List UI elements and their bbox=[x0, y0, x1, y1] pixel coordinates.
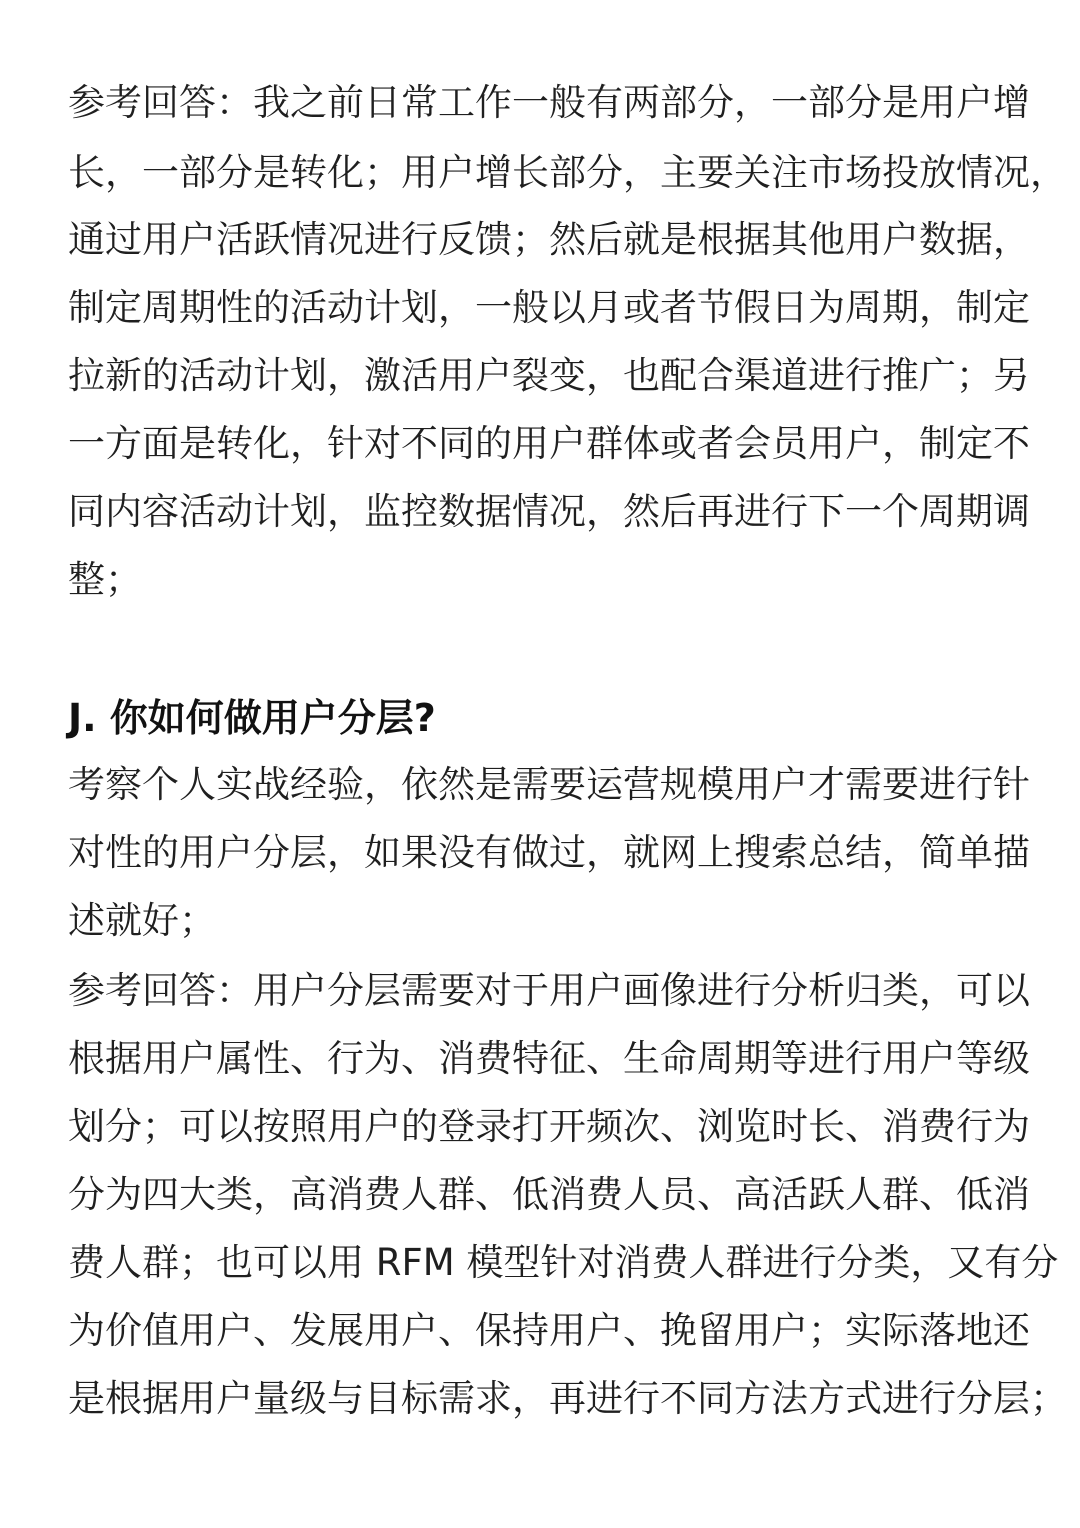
answer-line: 划分；可以按照用户的登录打开频次、浏览时长、消费行为 bbox=[68, 1105, 1030, 1148]
answer-line: 费人群；也可以用 RFM 模型针对消费人群进行分类，又有分 bbox=[68, 1241, 1059, 1284]
answer-line: 根据用户属性、行为、消费特征、生命周期等进行用户等级 bbox=[68, 1037, 1030, 1080]
intro-line: 对性的用户分层，如果没有做过，就网上搜索总结，简单描 bbox=[68, 831, 1030, 874]
answer-line: 为价值用户、发展用户、保持用户、挽留用户；实际落地还 bbox=[68, 1309, 1030, 1352]
section-heading: J. 你如何做用户分层? bbox=[68, 696, 436, 740]
answer-line: 制定周期性的活动计划，一般以月或者节假日为周期，制定 bbox=[68, 286, 1030, 329]
answer-line: 分为四大类，高消费人群、低消费人员、高活跃人群、低消 bbox=[68, 1173, 1030, 1216]
intro-line: 考察个人实战经验，依然是需要运营规模用户才需要进行针 bbox=[68, 763, 1030, 806]
answer-line: 整； bbox=[68, 558, 142, 601]
answer-line: 参考回答：用户分层需要对于用户画像进行分析归类，可以 bbox=[68, 969, 1030, 1012]
answer-line: 拉新的活动计划，激活用户裂变，也配合渠道进行推广；另 bbox=[68, 354, 1030, 397]
answer-line: 通过用户活跃情况进行反馈；然后就是根据其他用户数据， bbox=[68, 218, 1030, 261]
answer-line: 参考回答：我之前日常工作一般有两部分，一部分是用户增 bbox=[68, 81, 1030, 124]
intro-line: 述就好； bbox=[68, 899, 216, 942]
answer-line: 是根据用户量级与目标需求，再进行不同方法方式进行分层； bbox=[68, 1377, 1067, 1420]
answer-line: 长，一部分是转化；用户增长部分，主要关注市场投放情况， bbox=[68, 151, 1067, 194]
answer-line: 一方面是转化，针对不同的用户群体或者会员用户，制定不 bbox=[68, 422, 1030, 465]
answer-line: 同内容活动计划，监控数据情况，然后再进行下一个周期调 bbox=[68, 490, 1030, 533]
